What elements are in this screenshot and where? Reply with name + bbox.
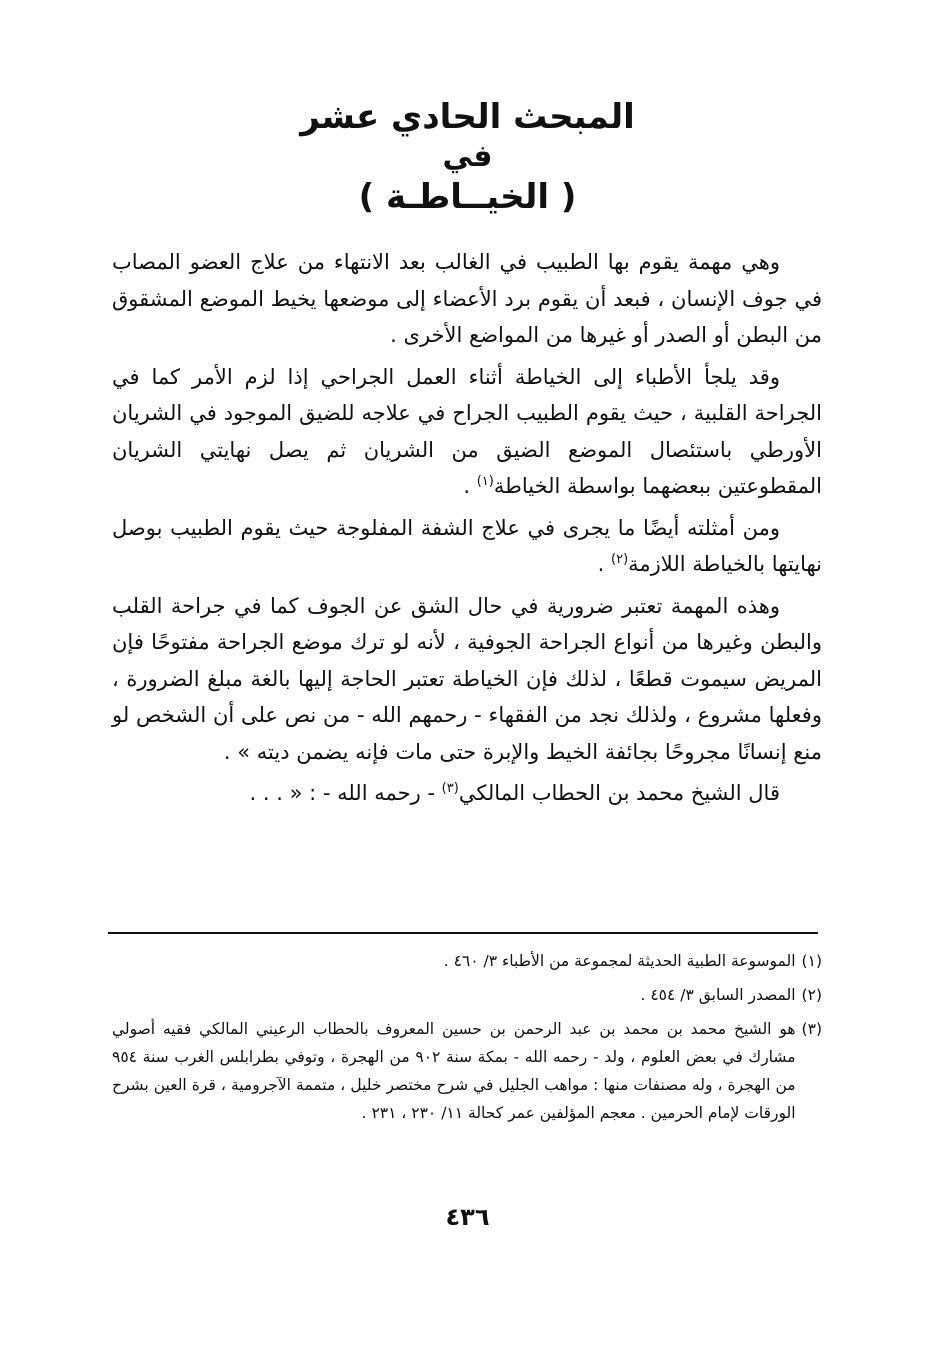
paragraph-5-text: قال الشيخ محمد بن الحطاب المالكي [458,781,780,805]
footnote-2-text: المصدر السابق ٣/ ٤٥٤ . [640,986,796,1004]
section-heading [0,95,935,219]
footnote-2 [112,981,822,1009]
heading-line-1: المبحث الحادي عشر [300,97,635,137]
paragraph-2 [112,359,822,505]
heading-line-3: ( الخيــاطـة ) [358,177,577,217]
paragraph-4-text: وهذه المهمة تعتبر ضرورية في حال الشق عن الجوف كما في جراحة القلب والبطن وغيرها من أنواع الجراحة الجوفية ، لأنه لو ترك موضع الجراحة مفتوحًا فإن المريض سيموت قطعًا ، لذلك فإن الخياطة تعتبر الحاجة إليها بالغة مبلغ الضرورة ، وفعلها مشروع ، ولذلك نجد من الفقهاء - رحمهم الله - من نص على أن الشخص لو منع إنسانًا مجروحًا بجائفة الخيط والإبرة حتى مات فإنه يضمن ديته » . [112,593,822,764]
heading-line-2: في [442,139,493,174]
footnote-2-number: (٢) [801,986,822,1004]
paragraph-3 [112,510,822,583]
footnote-ref-3[interactable]: (٣) [441,781,459,796]
paragraph-3-text: ومن أمثلته أيضًا ما يجرى في علاج الشفة المفلوجة حيث يقوم الطبيب بوصل نهايتها بالخياطة اللازمة [112,515,822,576]
footnote-3-number: (٣) [801,1020,822,1038]
paragraph-4 [112,588,822,771]
footnote-1-number: (١) [801,952,822,970]
footnote-1-text: الموسوعة الطبية الحديثة لمجموعة من الأطباء ٣/ ٤٦٠ . [443,952,796,970]
paragraph-2-text: وقد يلجأ الأطباء إلى الخياطة أثناء العمل الجراحي إذا لزم الأمر كما في الجراحة القلبية ، حيث يقوم الطبيب الجراح في علاجه للضيق الموجود في الشريان الأورطي باستئصال الموضع الضيق من الشريان ثم يصل نهايتي الشريان المقطوعتين ببعضهما بواسطة الخياطة [112,364,822,498]
paragraph-2-tail: . [463,474,477,498]
paragraph-3-tail: . [597,552,611,576]
footnote-ref-1[interactable]: (١) [476,474,494,489]
footnote-ref-2[interactable]: (٢) [611,552,629,567]
footnote-divider [108,932,818,934]
footnote-1 [112,947,822,975]
page-number: ٤٣٦ [445,1203,490,1231]
paragraph-5 [112,775,822,812]
paragraph-1-text: وهي مهمة يقوم بها الطبيب في الغالب بعد الانتهاء من علاج العضو المصاب في جوف الإنسان ، فبعد أن يقوم برد الأعضاء إلى موضعها يخيط الموضع المشقوق من البطن أو الصدر أو غيرها من المواضع الأخرى . [112,250,822,347]
paragraph-5-tail: - رحمه الله - : « . . . [249,781,442,805]
footnotes [112,947,822,1133]
body-text [112,244,822,817]
footnote-3 [112,1015,822,1127]
footnote-3-text: هو الشيخ محمد بن محمد بن عبد الرحمن بن حسين المعروف بالحطاب الرعيني المالكي فقيه أصولي مشارك في بعض العلوم ، ولد - رحمه الله - بمكة سنة ٩٠٢ من الهجرة ، وتوفي بطرابلس الغرب سنة ٩٥٤ من الهجرة ، وله مصنفات منها : مواهب الجليل في شرح مختصر خليل ، متممة الآجرومية ، قرة العين بشرح الورقات لإمام الحرمين . معجم المؤلفين عمر كحالة ١١/ ٢٣٠ ، ٢٣١ . [112,1020,796,1122]
paragraph-1 [112,244,822,354]
